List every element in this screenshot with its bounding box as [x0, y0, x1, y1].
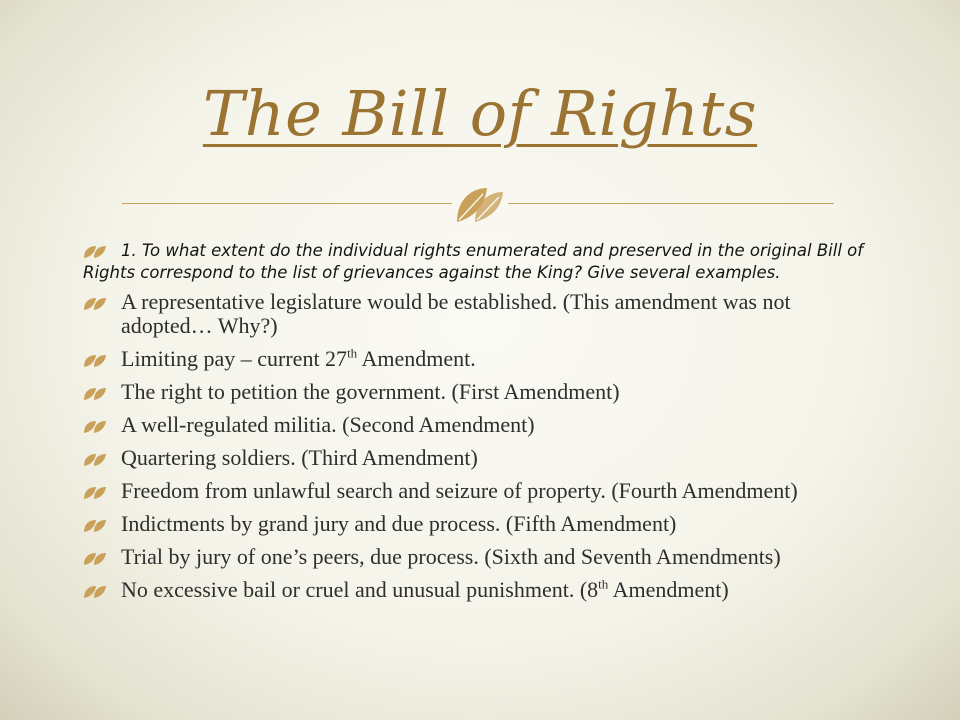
list-item-answer [83, 347, 873, 371]
list-item-answer [83, 578, 873, 602]
list-item-answer [83, 380, 873, 404]
answer-text-start: Limiting pay – current 27 [121, 346, 348, 371]
leaf-bullet-icon [83, 387, 113, 401]
leaf-bullet-icon [83, 519, 113, 533]
leaf-bullet-icon [83, 354, 113, 368]
divider-left [122, 203, 452, 204]
leaf-ornament-icon [453, 184, 507, 224]
answer-text-start: No excessive bail or cruel and unusual punishment. (8 [121, 577, 599, 602]
ordinal-suffix: th [598, 576, 609, 592]
leaf-bullet-icon [83, 552, 113, 566]
answer-text: Indictments by grand jury and due process. (Fifth Amendment) [121, 511, 677, 536]
list-item-question [83, 240, 873, 284]
answer-text: Quartering soldiers. (Third Amendment) [121, 445, 478, 470]
answer-text-end: Amendment) [608, 577, 729, 602]
list-item-answer [83, 545, 873, 569]
leaf-bullet-icon [83, 245, 113, 259]
list-item-answer [83, 479, 873, 503]
divider-right [508, 203, 834, 204]
answer-text [121, 346, 476, 371]
leaf-bullet-icon [83, 585, 113, 599]
leaf-bullet-icon [83, 453, 113, 467]
answer-text: A representative legislature would be established. (This amendment was not adopted… Why?) [121, 289, 791, 338]
list-item-answer [83, 290, 873, 338]
bullet-list [83, 240, 873, 611]
ordinal-suffix: th [347, 345, 358, 361]
answer-text: The right to petition the government. (First Amendment) [121, 379, 620, 404]
answer-text [121, 577, 729, 602]
list-item-answer [83, 446, 873, 470]
question-text: 1. To what extent do the individual rights enumerated and preserved in the original Bill of Rights correspond to the list of grievances against the King? Give several examples. [83, 241, 864, 282]
slide-title: The Bill of Rights [202, 77, 758, 150]
leaf-bullet-icon [83, 297, 113, 311]
list-item-answer [83, 413, 873, 437]
answer-text: Trial by jury of one’s peers, due process. (Sixth and Seventh Amendments) [121, 544, 781, 569]
leaf-bullet-icon [83, 420, 113, 434]
answer-text: A well-regulated militia. (Second Amendment) [121, 412, 535, 437]
answer-text: Freedom from unlawful search and seizure of property. (Fourth Amendment) [121, 478, 798, 503]
leaf-bullet-icon [83, 486, 113, 500]
answer-text-end: Amendment. [357, 346, 476, 371]
list-item-answer [83, 512, 873, 536]
